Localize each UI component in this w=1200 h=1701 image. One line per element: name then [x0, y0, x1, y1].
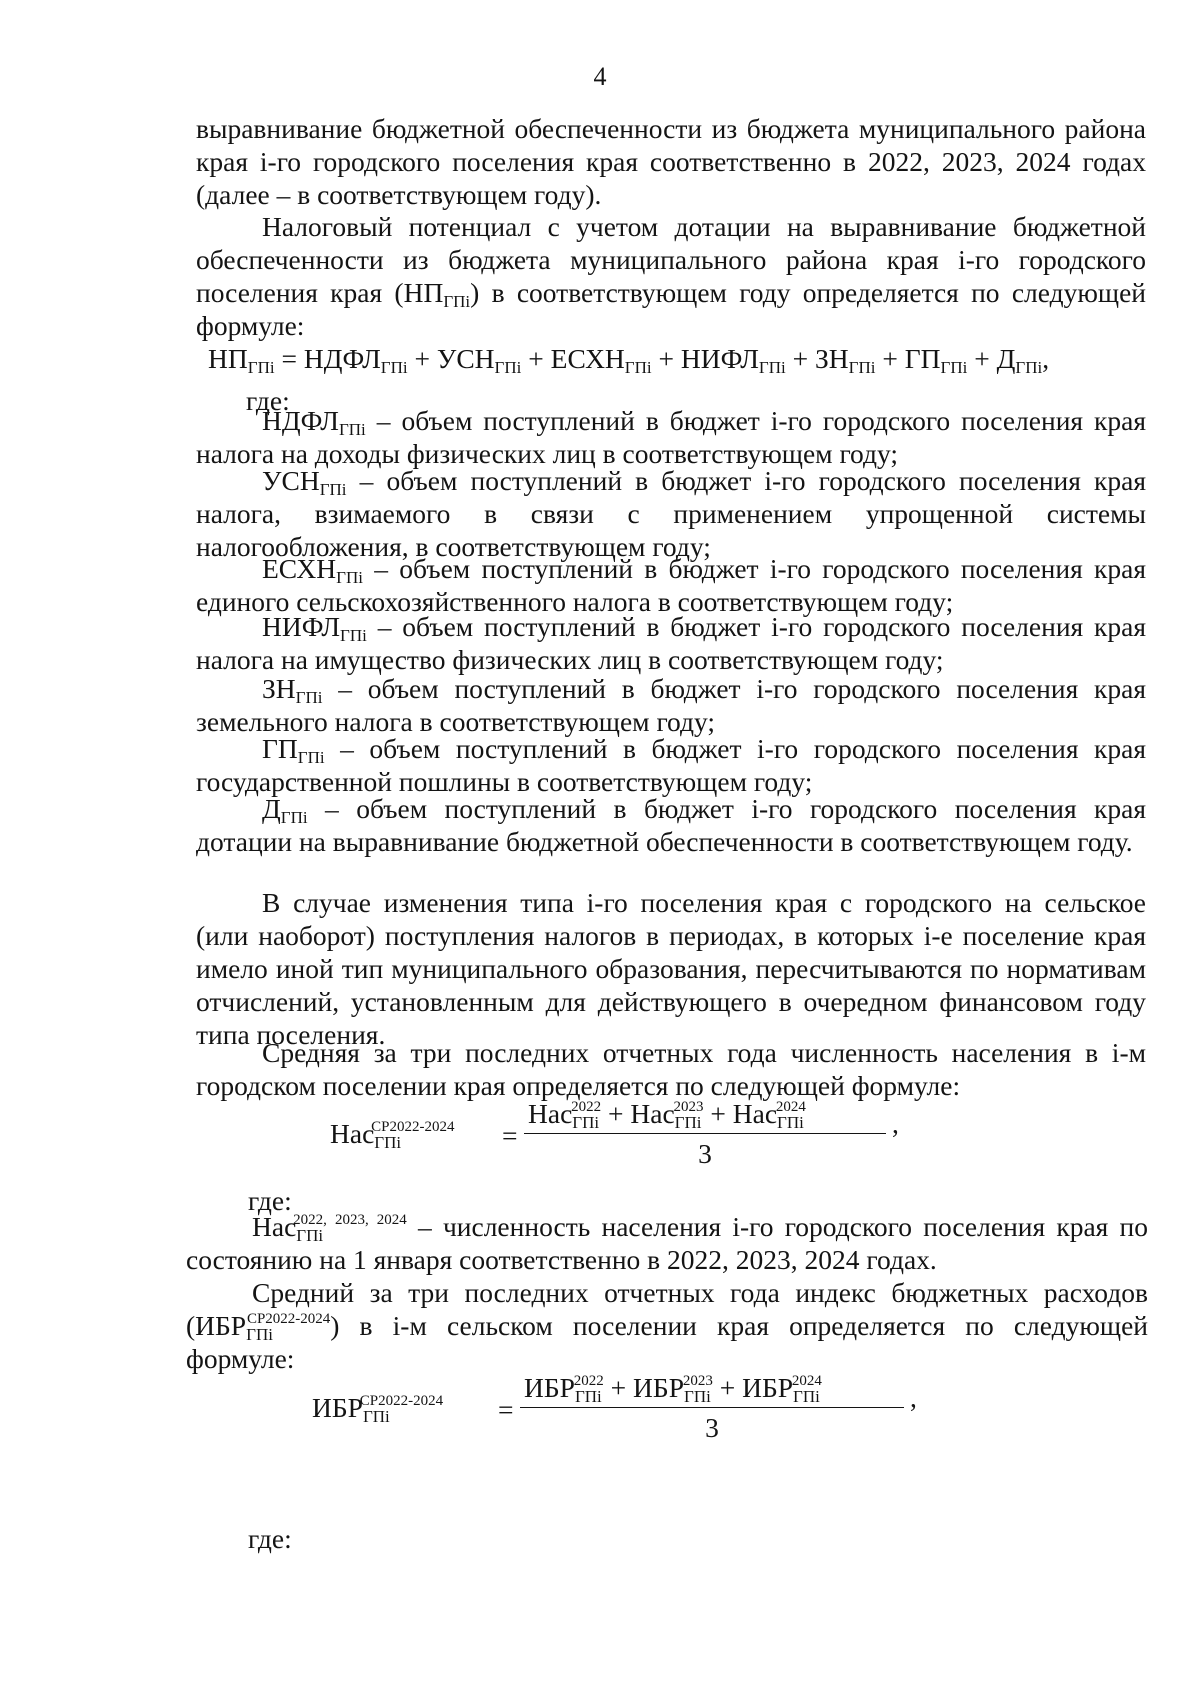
definition-subscript: ГПi: [280, 808, 308, 827]
formula-operator: +: [875, 343, 905, 374]
formula-term: НП: [208, 343, 248, 374]
definition-item: [196, 732, 1146, 798]
definition-subscript: ГПi: [297, 748, 325, 767]
numerator-superscript: 2024: [775, 1099, 806, 1115]
formula-population-avg: [330, 1100, 950, 1180]
definition-subscript: ГПi: [295, 688, 323, 707]
definition-subscript: ГПi: [336, 568, 363, 587]
numerator-operator: +: [712, 1372, 743, 1403]
formula-equals: =: [498, 1394, 514, 1425]
definition-text: – объем поступлений в бюджет i-го городского поселения края государственной пошлины в соответствующем году;: [196, 733, 1146, 797]
formula-subscript: ГПi: [624, 358, 652, 377]
formula-operator: +: [785, 343, 816, 374]
numerator-operator: +: [603, 1372, 634, 1403]
definition-subscript: ГПi: [340, 626, 367, 645]
formula-lhs: [330, 1118, 454, 1150]
numerator-term: Нас: [630, 1098, 675, 1129]
formula-trailing-comma: ,: [892, 1108, 899, 1139]
where-label: где:: [246, 385, 290, 416]
numerator-operator: +: [703, 1098, 733, 1129]
formula-operator: +: [651, 343, 681, 374]
formula-tax-potential: [208, 342, 1049, 375]
definition-item: [196, 610, 1146, 676]
definition-item: [196, 464, 1146, 563]
formula-subscript: ГПi: [848, 358, 876, 377]
formula-term: НИФЛ: [680, 343, 759, 374]
numerator-subscript: ГПi: [572, 1113, 600, 1132]
formula-lhs-superscript: СР2022-2024: [359, 1393, 444, 1409]
formula-term: ЕСХН: [550, 343, 625, 374]
formula-operator: =: [274, 343, 304, 374]
definition-item: [196, 792, 1146, 858]
formula-term: Д: [996, 343, 1016, 374]
page-number: 4: [593, 62, 607, 91]
paragraph-continuation: выравнивание бюджетной обеспеченности из бюджета муниципального района края i-го городского поселения края соответственно в 2022, 2023, 2024 годах (далее – в соответствующем году).: [196, 113, 1146, 210]
formula-term: НДФЛ: [303, 343, 381, 374]
numerator-subscript: ГПi: [684, 1387, 711, 1406]
paragraph-population-avg: Средняя за три последних отчетных года численность населения в i-м городском поселении края определяется по следующей формуле:: [196, 1037, 1146, 1101]
numerator-subscript: ГПi: [777, 1113, 804, 1132]
formula-budget-index: [312, 1374, 952, 1454]
definition-text: – объем поступлений в бюджет i-го городского поселения края дотации на выравнивание бюджетной обеспеченности в соответствующем году.: [196, 793, 1146, 857]
numerator-term: ИБР: [633, 1372, 684, 1403]
numerator-subscript: ГПi: [793, 1387, 820, 1406]
formula-numerator: [528, 1098, 806, 1130]
formula-operator: ,: [1042, 343, 1050, 374]
definition-item: [196, 404, 1146, 470]
paragraph-type-change: В случае изменения типа i-го поселения края с городского на сельское (или наоборот) поступления налогов в периодах, в которых i-е поселение края имело иной тип муниципального образования, пересчитываются по нормативам отчислений, установленным для действующего в очередном финансовом году типа поселения.: [196, 887, 1146, 1050]
definition-item: [196, 672, 1146, 738]
numerator-term: ИБР: [524, 1372, 575, 1403]
definition-term: ЕСХН: [262, 553, 337, 584]
numerator-operator: +: [601, 1098, 631, 1129]
numerator-term: Нас: [528, 1098, 573, 1129]
numerator-subscript: ГПi: [674, 1113, 702, 1132]
formula-lhs-subscript: ГПi: [362, 1407, 390, 1426]
definition-text: – объем поступлений в бюджет i-го городского поселения края налога на имущество физических лиц в соответствующем году;: [196, 611, 1146, 675]
formula-term: ГП: [904, 343, 941, 374]
formula-operator: +: [407, 343, 437, 374]
definition-term: УСН: [262, 465, 320, 496]
definition-term: Д: [262, 793, 281, 824]
definition-subscript: ГПi: [338, 420, 366, 439]
formula-term: УСН: [436, 343, 495, 374]
formula-lhs: [312, 1392, 443, 1424]
formula-equals: =: [502, 1120, 518, 1151]
formula-trailing-comma: ,: [910, 1382, 917, 1413]
fraction-bar: [520, 1407, 904, 1408]
formula-subscript: ГПi: [380, 358, 408, 377]
numerator-term: ИБР: [742, 1372, 794, 1403]
formula-denominator: 3: [705, 1412, 719, 1443]
definition-text: – объем поступлений в бюджет i-го городского поселения края налога, взимаемого в связи с применением упрощенной системы налогообложения, в соответствующем году;: [196, 465, 1146, 562]
formula-term: ЗН: [815, 343, 849, 374]
formula-operator: +: [967, 343, 997, 374]
formula-denominator: 3: [698, 1138, 712, 1169]
formula-subscript: ГПi: [1015, 358, 1043, 377]
definition-text: – объем поступлений в бюджет i-го городского поселения края налога на доходы физических лиц в соответствующем году;: [196, 405, 1146, 469]
numerator-superscript: 2023: [673, 1099, 704, 1115]
definition-subscript: ГПi: [319, 480, 347, 499]
numerator-superscript: 2022: [573, 1373, 604, 1389]
where-label-2: где:: [248, 1185, 292, 1216]
numerator-subscript: ГПi: [574, 1387, 602, 1406]
formula-lhs-base: ИБР: [312, 1392, 363, 1423]
formula-subscript: ГПi: [247, 358, 275, 377]
formula-subscript: ГПi: [494, 358, 522, 377]
fraction-bar: [524, 1133, 886, 1134]
formula-lhs-superscript: СР2022-2024: [371, 1119, 455, 1135]
definition-text: – объем поступлений в бюджет i-го городского поселения края земельного налога в соответствующем году;: [196, 673, 1146, 737]
definition-term: ЗН: [262, 673, 296, 704]
definition-population: Нас$_{ГПi}^{2022, 2023, 2024}$ – численность населения i-го городского поселения края по состоянию на 1 января соответственно в 2022, 2023, 2024 годах.: [186, 1211, 1148, 1275]
numerator-term: Нас: [732, 1098, 778, 1129]
where-label-3: где:: [248, 1523, 292, 1554]
definition-text: – объем поступлений в бюджет i-го городского поселения края единого сельскохозяйственного налога в соответствующем году;: [196, 553, 1146, 617]
definition-term: НИФЛ: [262, 611, 341, 642]
formula-subscript: ГПi: [758, 358, 786, 377]
formula-numerator: [524, 1372, 822, 1404]
formula-subscript: ГПi: [940, 358, 968, 377]
definition-term: НДФЛ: [262, 405, 339, 436]
formula-operator: +: [521, 343, 551, 374]
paragraph-tax-potential: Налоговый потенциал с учетом дотации на выравнивание бюджетной обеспеченности из бюджета муниципального района края i-го городского поселения края $(НП_{ГПi})$ в соответствующем году определяется по следующей формуле:: [196, 211, 1146, 341]
paragraph-budget-index: Средний за три последних отчетных года индекс бюджетных расходов $(ИБР_{ГПi}^{СР2022-2024})$ в i-м сельском поселении края определяется по следующей формуле:: [186, 1277, 1148, 1374]
numerator-superscript: 2022: [571, 1099, 602, 1115]
definition-term: ГП: [262, 733, 298, 764]
definition-item: [196, 552, 1146, 618]
formula-lhs-base: Нас: [330, 1118, 375, 1149]
numerator-superscript: 2024: [791, 1373, 822, 1389]
formula-lhs-subscript: ГПi: [374, 1133, 402, 1152]
numerator-superscript: 2023: [682, 1373, 713, 1389]
